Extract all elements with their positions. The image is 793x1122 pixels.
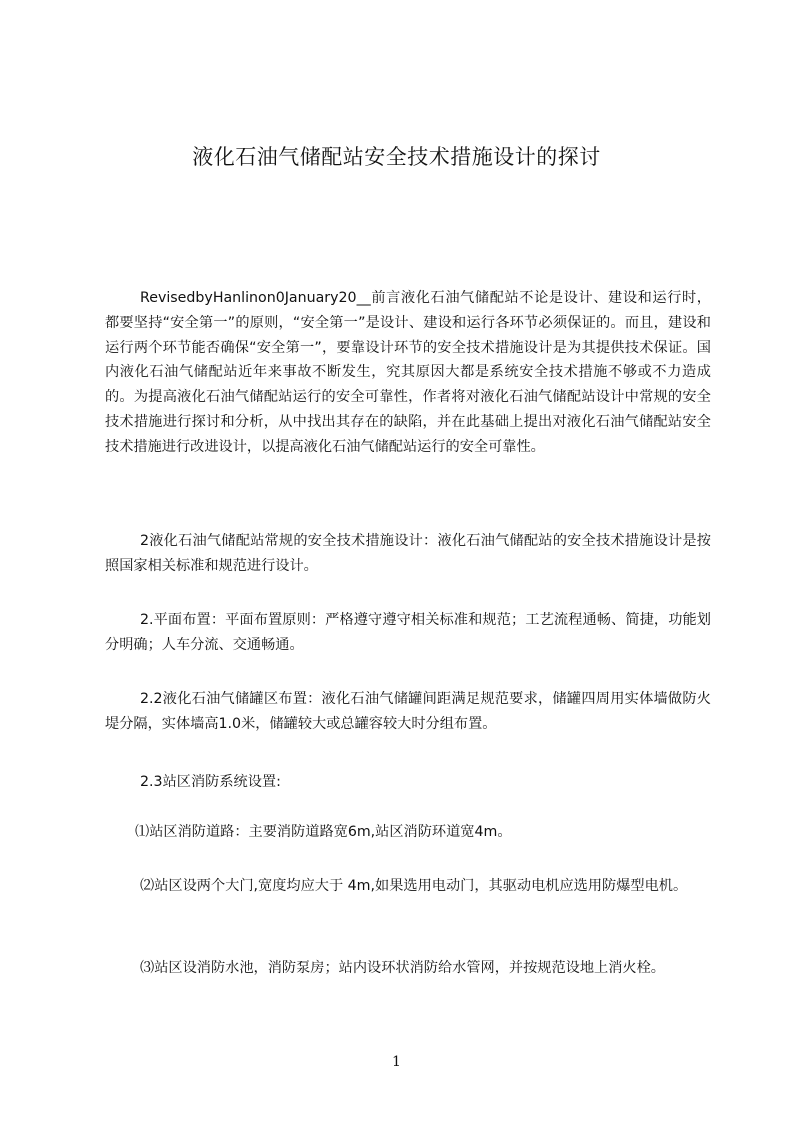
document-title: 液化石油气储配站安全技术措施设计的探讨: [192, 145, 601, 169]
gate-item: ⑵站区设两个大门,宽度均应大于 4m,如果选用电动门，其驱动电机应选用防爆型电机。: [140, 878, 688, 894]
section-2-2-paragraph: 2.2液化石油气储罐区布置：液化石油气储罐间距满足规范要求，储罐四周用实体墙做防火堤分隔，实体墙高1.0米，储罐较大或总罐容较大时分组布置。: [105, 691, 711, 732]
section-2-paragraph: 2液化石油气储配站常规的安全技术措施设计：液化石油气储配站的安全技术措施设计是按照国家相关标准和规范进行设计。: [105, 533, 711, 574]
fire-water-item: ⑶站区设消防水池，消防泵房；站内设环状消防给水管网，并按规范设地上消火栓。: [140, 960, 665, 976]
section-2-3-heading: 2.3站区消防系统设置:: [140, 774, 281, 790]
intro-paragraph: RevisedbyHanlinon0January20__前言液化石油气储配站不论是设计、建设和运行时，都要坚持“安全第一”的原则，“安全第一”是设计、建设和运行各环节必须保证的。而且，建设和运行两个环节能否确保“安全第一”，要靠设计环节的安全技术措施设计是为其提供技术保证。国内液化石油气储配站近年来事故不断发生，究其原因大都是系统安全技术措施不够或不力造成的。为提高液化石油气储配站运行的安全可靠性，作者将对液化石油气储配站设计中常规的安全技术措施进行探讨和分析，从中找出其存在的缺陷，并在此基础上提出对液化石油气储配站安全技术措施进行改进设计，以提高液化石油气储配站运行的安全可靠性。: [105, 290, 711, 455]
fire-road-item: ⑴站区消防道路：主要消防道路宽6m,站区消防环道宽4m。: [135, 824, 512, 840]
section-2-1-paragraph: 2.平面布置：平面布置原则：严格遵守遵守相关标准和规范；工艺流程通畅、简捷，功能划分明确；人车分流、交通畅通。: [105, 612, 711, 653]
page-number: 1: [392, 1054, 401, 1070]
